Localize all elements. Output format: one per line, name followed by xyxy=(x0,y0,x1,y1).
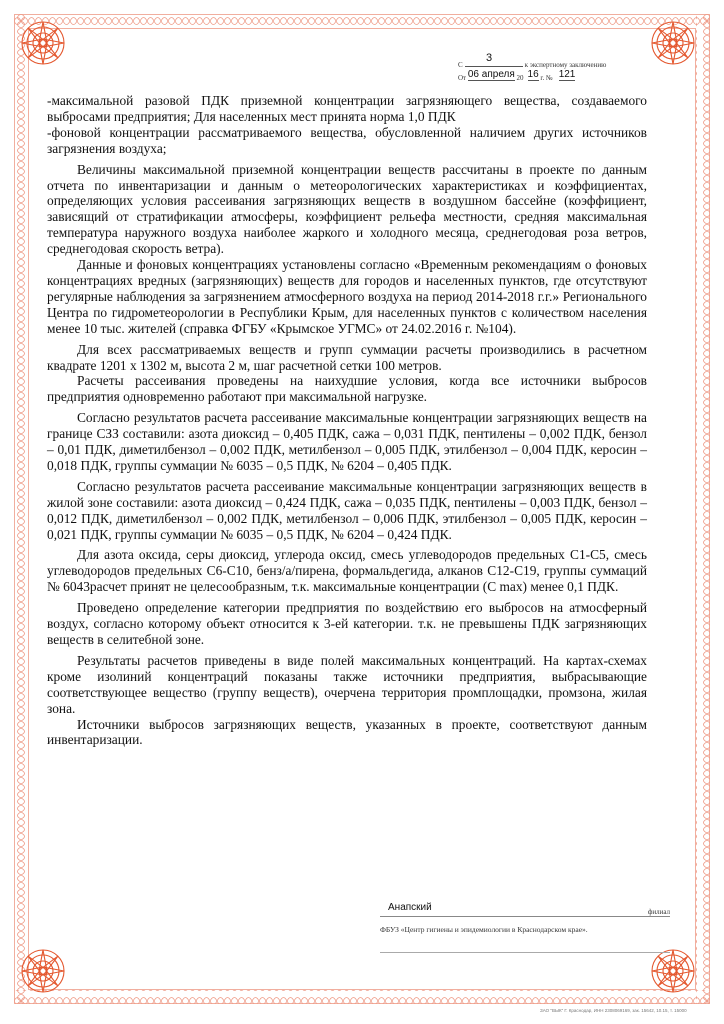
paragraph: Результаты расчетов приведены в виде полей максимальных концентраций. На картах-схемах кроме изолиний концентраций показаны также источники предприятия, выбрасывающие соответствующее вещество (группу веществ), очерчена территория промплощадки, промзона, жилая зона. xyxy=(47,652,647,716)
footer-branch-label: филиал xyxy=(647,908,670,916)
corner-rosette-top-left xyxy=(20,20,66,66)
stamp-number-prefix: г. № xyxy=(540,74,553,82)
paragraph: Источники выбросов загрязняющих веществ, указанных в проекте, соответствуют данным инвентаризации. xyxy=(47,716,647,748)
footer-city: Анапский xyxy=(388,902,432,913)
paragraph: -максимальной разовой ПДК приземной концентрации загрязняющего вещества, создаваемого выбросами предприятия; Для населенных мест принята норма 1,0 ПДК xyxy=(47,93,647,124)
paragraph: -фоновой концентрации рассматриваемого вещества, обусловленной наличием других источников загрязнения воздуха; xyxy=(47,124,647,156)
paragraph: Для всех рассматриваемых веществ и групп суммации расчеты производились в расчетном квадрате 1201 х 1302 м, высота 2 м, шаг расчетной сетки 100 метров. xyxy=(47,341,647,373)
stamp-sheet-prefix: С xyxy=(458,61,463,69)
footer-block xyxy=(380,902,670,953)
sheet-number: 3 xyxy=(486,52,493,64)
paragraph: Проведено определение категории предприятия по воздействию его выбросов на атмосферный воздух, согласно которому объект относится к 3-ей категории. т.к. не превышены ПДК загрязняющих веществ в селитебной зоне. xyxy=(47,600,647,647)
stamp-number-value: 121 xyxy=(558,69,576,80)
corner-rosette-bottom-right xyxy=(650,948,696,994)
stamp-conclusion-text: к экспертному заключению xyxy=(524,61,607,69)
stamp-from-prefix: От xyxy=(458,74,467,82)
footer-blank-line xyxy=(380,944,670,953)
paragraph: Данные и фоновых концентрациях установлены согласно «Временным рекомендациям о фоновых концентрациях вредных (загрязняющих) веществ для городов и населенных пунктов, где отсутствуют регулярные наблюдения за загрязнением атмосферного воздуха на период 2014-2018 г.г.» Регионального Центра по гидрометеорологии в Республики Крым, для населенных пунктов с количеством населения менее 10 тыс. жителей (справка ФГБУ «Крымское УГМС» от 24.02.2016 г. №104). xyxy=(47,257,647,336)
stamp-sheet-line xyxy=(458,61,606,69)
paragraph: Для азота оксида, серы диоксид, углерода оксид, смесь углеводородов предельных С1-С5, смесь углеводородов предельных С6-С10, бенз/а/пирена, формальдегида, алканов С12-С19, группы суммаций № 6043расчет принят не целесообразным, т.к. максимальные концентрации (С max) менее 0,1 ПДК. xyxy=(47,547,647,595)
paragraph: Расчеты рассеивания проведены на наихудшие условия, когда все источники выбросов предприятия одновременно работают при максимальной нагрузке. xyxy=(47,373,647,405)
stamp-year-prefix: 20 xyxy=(516,74,524,82)
paragraph: Согласно результатов расчета рассеивание максимальные концентрации загрязняющих веществ в жилой зоне составили: азота диоксид – 0,424 ПДК, сажа – 0,035 ПДК, пентилены – 0,003 ПДК, бензол – 0,012 ПДК, диметилбензол – 0,002 ПДК, метилбензол – 0,006 ПДК, этилбензол – 0,005 ПДК, керосин – 0,021 ПДК, группы суммации № 6035 – 0,5 ПДК, № 6204 – 0,424 ПДК. xyxy=(47,478,647,542)
print-imprint: ЗАО "ВЫК" Г. Краснодар, ИНН 2308069169, зак. 15642, 10.15, т. 15000 xyxy=(540,1008,687,1013)
stamp-date-value: 06 апреля xyxy=(467,69,515,80)
paragraph: Величины максимальной приземной концентрации веществ рассчитаны в проекте по данным отчета по инвентаризации и данным о метеорологических характеристиках и коэффициентах, определяющих условия рассеивания загрязняющих веществ в воздушном бассейне (коэффициент, зависящий от стратификации атмосферы, коэффициент рельефа местности, средняя максимальная температура наружного воздуха наиболее жаркого и холодного месяца, среднегодовая роза ветров, среднегодовая скорость ветра). xyxy=(47,161,647,257)
stamp-date-line xyxy=(458,69,576,84)
paragraph: Согласно результатов расчета рассеивание максимальные концентрации загрязняющих веществ на границе СЗЗ составили: азота диоксид – 0,405 ПДК, сажа – 0,031 ПДК, пентилены – 0,002 ПДК, бензол – 0,01 ПДК, диметилбензол – 0,002 ПДК, метилбензол – 0,005 ПДК, этилбензол – 0,004 ПДК, керосин – 0,018 ПДК, группы суммации № 6035 – 0,5 ПДК, № 6204 – 0,405 ПДК. xyxy=(47,410,647,473)
document-body xyxy=(47,93,647,748)
stamp-year-value: 16 xyxy=(527,69,539,80)
footer-branch-line xyxy=(380,902,670,917)
corner-rosette-bottom-left xyxy=(20,948,66,994)
sheet-stamp xyxy=(458,52,670,84)
footer-organization: ФБУЗ «Центр гигиены и эпидемиологии в Краснодарском крае». xyxy=(380,925,588,934)
